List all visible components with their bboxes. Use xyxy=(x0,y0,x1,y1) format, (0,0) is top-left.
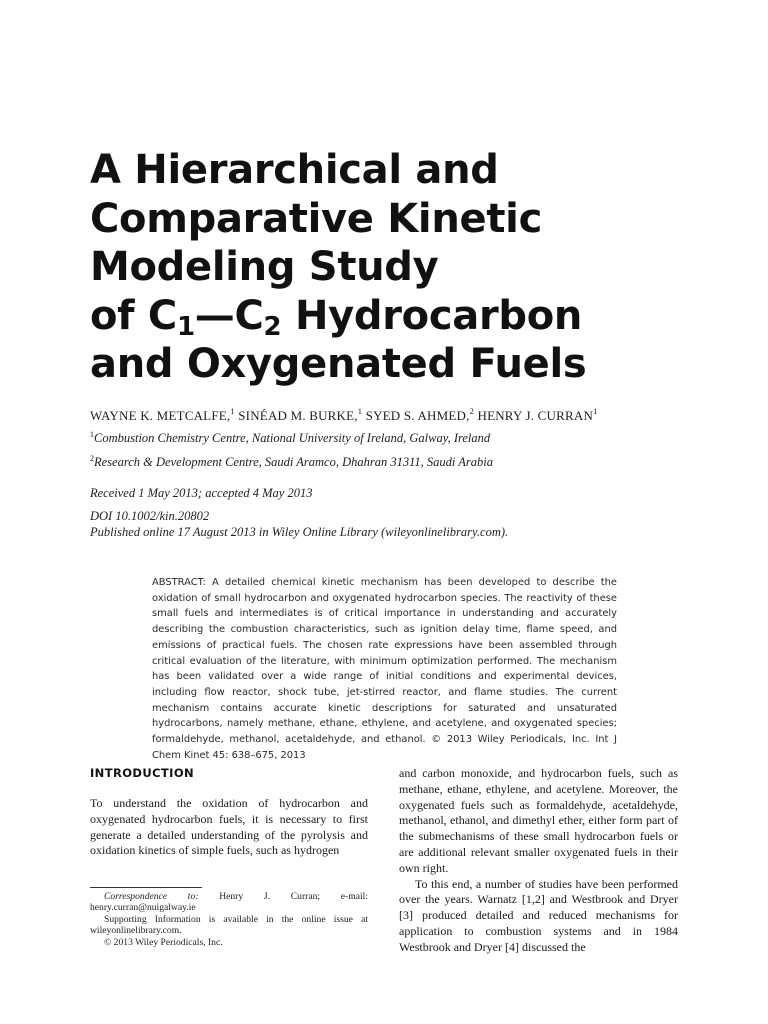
author-affiliation-mark: 2 xyxy=(469,406,475,416)
author-name: SYED S. AHMED, xyxy=(365,408,470,423)
received-dates: Received 1 May 2013; accepted 4 May 2013 xyxy=(90,486,313,500)
author-name: HENRY J. CURRAN xyxy=(477,408,594,423)
author-name: WAYNE K. METCALFE, xyxy=(90,408,231,423)
author-affiliation-mark: 1 xyxy=(230,406,235,416)
footnote-divider xyxy=(90,887,202,888)
publication-info: Published online 17 August 2013 in Wiley Online Library (wileyonlinelibrary.com). xyxy=(90,525,509,539)
title-line-5: and Oxygenated Fuels xyxy=(90,341,587,387)
footnote-copyright: © 2013 Wiley Periodicals, Inc. xyxy=(104,936,223,948)
title-line-2: Comparative Kinetic xyxy=(90,195,542,242)
author-affiliation-mark: 1 xyxy=(357,406,363,416)
doi: DOI 10.1002/kin.20802 xyxy=(90,509,210,523)
author-affiliation-mark: 1 xyxy=(593,406,598,416)
author-list xyxy=(90,408,710,424)
introduction-paragraph-right-2: To this end, a number of studies have been performed over the years. Warnatz [1,2] and Westbrook and Dryer [3] produced detailed and reduced mechanisms for application to combustion systems and in 1984 Westbrook and Dryer [4] discussed the xyxy=(399,876,678,954)
footnote-supporting-info: Supporting Information is available in the online issue at wileyonlinelibrary.com. xyxy=(90,913,368,937)
section-heading-introduction: INTRODUCTION xyxy=(90,766,195,780)
footnote-correspondence: Correspondence to: Henry J. Curran; e-mail: henry.curran@nuigalway.ie xyxy=(90,891,368,914)
introduction-right-column xyxy=(399,766,678,956)
title-line-4: of $C_1—C_2$ Hydrocarbon xyxy=(90,292,583,342)
introduction-paragraph-right-1: and carbon monoxide, and hydrocarbon fuels, such as methane, ethane, ethylene, and acetylene. Moreover, the oxygenated fuels such as formaldehyde, acetaldehyde, methanol, ethanol, and dimethyl ether, either form part of the submechanisms of these small hydrocarbon fuels or are additional relevant smaller oxygenated fuels in their own right. xyxy=(399,766,678,875)
introduction-paragraph-left: To understand the oxidation of hydrocarbon and oxygenated hydrocarbon fuels, it is necessary to first generate a detailed understanding of the pyrolysis and oxidation kinetics of simple fuels, such as hydrogen xyxy=(90,796,368,858)
title-line-1: A Hierarchical and xyxy=(90,147,499,193)
paper-title xyxy=(90,146,650,389)
title-line-3: Modeling Study xyxy=(90,244,439,290)
affiliation-1: $^1$Combustion Chemistry Centre, National University of Ireland, Galway, Ireland xyxy=(90,430,491,445)
abstract: ABSTRACT: A detailed chemical kinetic mechanism has been developed to describe the oxidation of small hydrocarbon and oxygenated hydrocarbon species. The reactivity of these small fuels and intermediates is of critical importance in understanding and accurately describing the combustion characteristics, such as ignition delay time, flame speed, and emissions of practical fuels. The chosen rate expressions have been assembled through critical evaluation of the literature, with minimum optimization performed. The mechanism has been validated over a wide range of initial conditions and experimental devices, including flow reactor, shock tube, jet-stirred reactor, and flame studies. The current mechanism contains accurate kinetic descriptions for saturated and unsaturated hydrocarbons, namely methane, ethane, ethylene, and acetylene, and oxygenated species; formaldehyde, methanol, acetaldehyde, and ethanol. © 2013 Wiley Periodicals, Inc. Int J Chem Kinet 45: 638–675, 2013 xyxy=(152,577,617,761)
footnotes xyxy=(90,891,368,948)
author-name: SINÉAD M. BURKE, xyxy=(238,408,358,423)
affiliation-2: $^2$Research & Development Centre, Saudi Aramco, Dhahran 31311, Saudi Arabia xyxy=(90,454,494,469)
